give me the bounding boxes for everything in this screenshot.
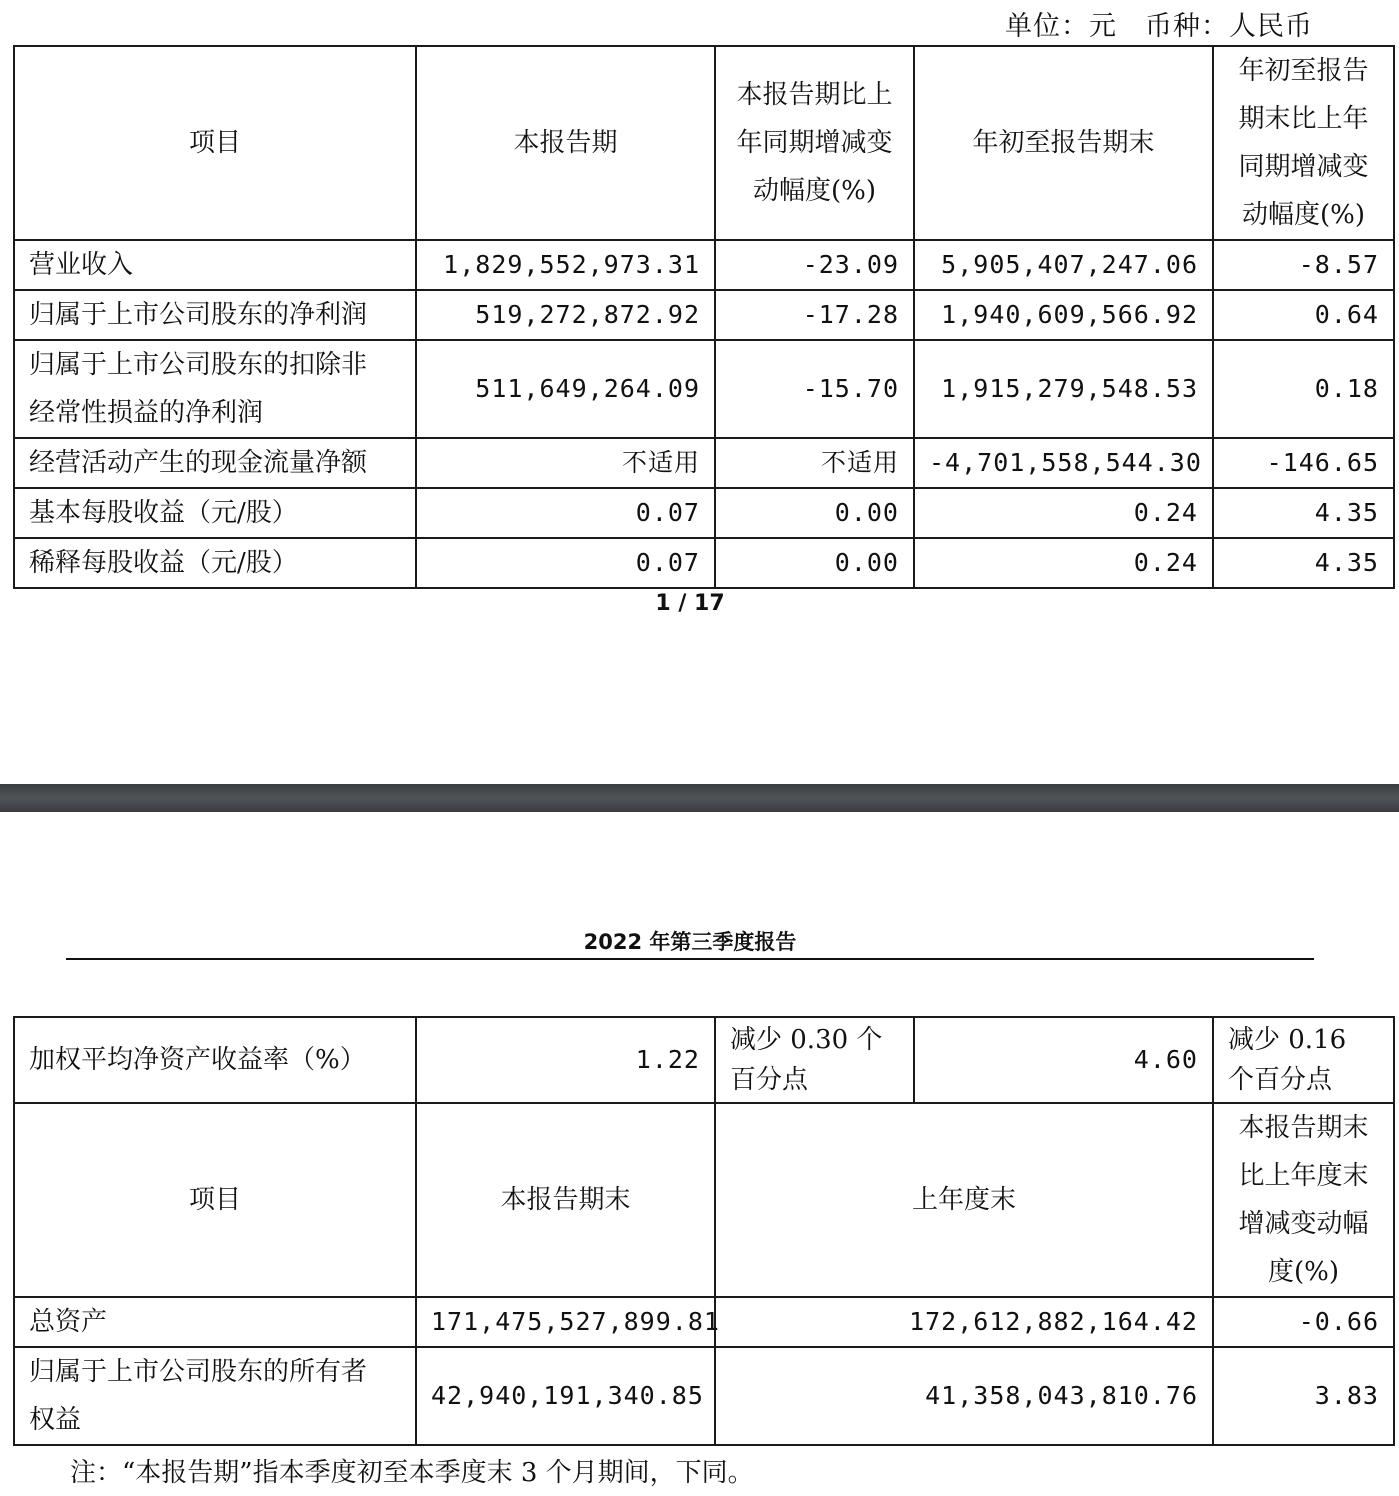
cell-current-change: -15.70 — [715, 340, 914, 438]
header-prior-year-end: 上年度末 — [715, 1103, 1213, 1297]
cell-ytd-change: 0.18 — [1213, 340, 1394, 438]
report-title: 2022 年第三季度报告 — [583, 930, 797, 954]
cell-line: 百分点 — [730, 1065, 809, 1095]
cell-ytd-change: 4.35 — [1213, 538, 1394, 588]
header-item: 项目 — [14, 46, 416, 240]
cell-ytd: 1,940,609,566.92 — [914, 290, 1213, 340]
table-row — [14, 240, 1394, 290]
cell-ytd: 1,915,279,548.53 — [914, 340, 1213, 438]
cell-ytd: 4.60 — [914, 1017, 1213, 1103]
row-label: 营业收入 — [14, 240, 416, 290]
cell-current-change — [715, 1017, 914, 1103]
cell-ytd-change: 4.35 — [1213, 488, 1394, 538]
header-ytd: 年初至报告期末 — [914, 46, 1213, 240]
row-label: 归属于上市公司股东的净利润 — [14, 290, 416, 340]
title-underline — [66, 958, 1314, 960]
cell-current: 42,940,191,340.85 — [416, 1347, 715, 1445]
table-row — [14, 1347, 1394, 1445]
row-label — [14, 340, 416, 438]
cell-ytd-change: -8.57 — [1213, 240, 1394, 290]
header-line: 年同期增减变 — [736, 128, 893, 158]
header-current-change — [715, 46, 914, 240]
table-row — [14, 488, 1394, 538]
row-label-line: 权益 — [29, 1405, 82, 1435]
row-label: 总资产 — [14, 1297, 416, 1347]
cell-prior: 41,358,043,810.76 — [715, 1347, 1213, 1445]
cell-current: 0.07 — [416, 538, 715, 588]
cell-current-change: 不适用 — [715, 438, 914, 488]
cell-current-change: -23.09 — [715, 240, 914, 290]
table-row — [14, 1017, 1394, 1103]
row-label-line: 归属于上市公司股东的所有者 — [29, 1357, 368, 1387]
cell-current: 511,649,264.09 — [416, 340, 715, 438]
header-current-period: 本报告期 — [416, 46, 715, 240]
table-row — [14, 438, 1394, 488]
row-label — [14, 1347, 416, 1445]
balance-data-table — [13, 1016, 1395, 1446]
cell-line: 减少 0.16 — [1228, 1025, 1347, 1055]
header-line: 比上年度末 — [1238, 1161, 1369, 1191]
header-change — [1213, 1103, 1394, 1297]
header-line: 期末比上年 — [1238, 104, 1369, 134]
header-line: 本报告期末 — [1238, 1113, 1369, 1143]
cell-ytd: -4,701,558,544.30 — [914, 438, 1213, 488]
row-label-line: 归属于上市公司股东的扣除非 — [29, 350, 368, 380]
cell-current: 不适用 — [416, 438, 715, 488]
unit-currency-line: 单位：元 币种：人民币 — [1005, 11, 1313, 42]
cell-ytd-change — [1213, 1017, 1394, 1103]
cell-current-change: -17.28 — [715, 290, 914, 340]
cell-current: 0.07 — [416, 488, 715, 538]
header-line: 度(%) — [1268, 1257, 1339, 1287]
header-line: 动幅度(%) — [1242, 200, 1365, 230]
table-header-row — [14, 46, 1394, 240]
page-number: 1 / 17 — [655, 591, 725, 616]
header-period-end: 本报告期末 — [416, 1103, 715, 1297]
cell-line: 减少 0.30 个 — [730, 1025, 883, 1055]
cell-current-change: 0.00 — [715, 488, 914, 538]
cell-current: 1,829,552,973.31 — [416, 240, 715, 290]
cell-ytd: 5,905,407,247.06 — [914, 240, 1213, 290]
header-ytd-change — [1213, 46, 1394, 240]
cell-change: 3.83 — [1213, 1347, 1394, 1445]
cell-current-change: 0.00 — [715, 538, 914, 588]
table-header-row — [14, 1103, 1394, 1297]
table-row — [14, 340, 1394, 438]
financial-data-table — [13, 45, 1395, 589]
row-label-line: 经常性损益的净利润 — [29, 398, 264, 428]
cell-line: 个百分点 — [1228, 1065, 1333, 1095]
header-line: 年初至报告 — [1238, 56, 1369, 86]
footnote: 注：“本报告期”指本季度初至本季度末 3 个月期间，下同。 — [70, 1458, 754, 1488]
cell-current: 1.22 — [416, 1017, 715, 1103]
header-item: 项目 — [14, 1103, 416, 1297]
table-row — [14, 290, 1394, 340]
header-line: 本报告期比上 — [736, 80, 893, 110]
table-row — [14, 538, 1394, 588]
cell-change: -0.66 — [1213, 1297, 1394, 1347]
page-break-bar — [0, 784, 1399, 812]
row-label: 基本每股收益（元/股） — [14, 488, 416, 538]
cell-ytd-change: 0.64 — [1213, 290, 1394, 340]
row-label: 经营活动产生的现金流量净额 — [14, 438, 416, 488]
header-line: 增减变动幅 — [1238, 1209, 1369, 1239]
row-label: 加权平均净资产收益率（%） — [14, 1017, 416, 1103]
cell-current: 171,475,527,899.81 — [416, 1297, 715, 1347]
row-label: 稀释每股收益（元/股） — [14, 538, 416, 588]
header-line: 动幅度(%) — [753, 176, 876, 206]
cell-current: 519,272,872.92 — [416, 290, 715, 340]
cell-ytd: 0.24 — [914, 488, 1213, 538]
cell-ytd-change: -146.65 — [1213, 438, 1394, 488]
table-row — [14, 1297, 1394, 1347]
header-line: 同期增减变 — [1238, 152, 1369, 182]
cell-prior: 172,612,882,164.42 — [715, 1297, 1213, 1347]
cell-ytd: 0.24 — [914, 538, 1213, 588]
